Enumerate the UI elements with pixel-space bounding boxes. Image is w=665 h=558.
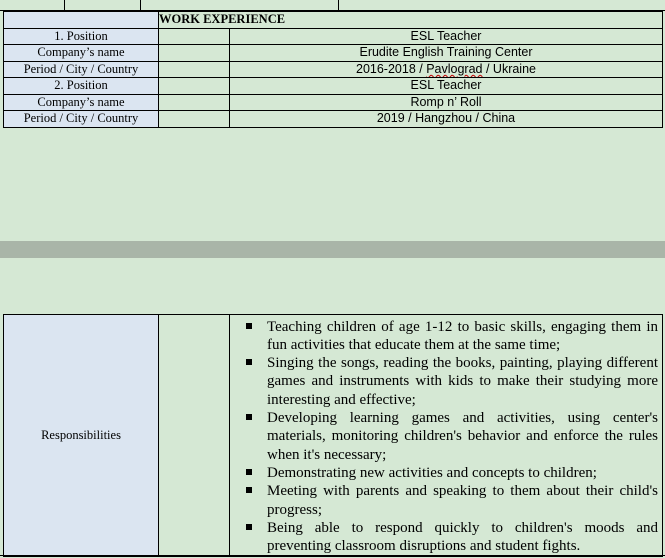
position-value: ESL Teacher	[230, 78, 663, 95]
spacer-cell	[159, 315, 230, 557]
list-item-text: Teaching children of age 1-12 to basic skills, engaging them in fun activities that educate them at the same time;	[267, 318, 658, 353]
position-label: 2. Position	[4, 78, 159, 95]
table-row	[4, 45, 663, 62]
position-value: ESL Teacher	[230, 28, 663, 45]
responsibilities-table	[3, 314, 663, 557]
responsibilities-cell	[230, 315, 663, 557]
table-row	[4, 111, 663, 128]
list-item	[230, 482, 662, 519]
spacer-cell	[159, 94, 230, 111]
bullet-icon	[246, 487, 252, 493]
spacer-cell	[159, 45, 230, 62]
period-value	[230, 61, 663, 78]
header-blank-label-cell	[4, 12, 159, 29]
table-row	[4, 61, 663, 78]
work-experience-table	[3, 11, 663, 128]
company-value: Erudite English Training Center	[230, 45, 663, 62]
table-row	[4, 315, 663, 557]
list-item-text: Being able to respond quickly to children's moods and preventing classroom disruptions and student fights.	[267, 519, 658, 555]
responsibilities-label: Responsibilities	[4, 315, 159, 557]
bullet-icon	[246, 323, 252, 329]
list-item-text: Developing learning games and activities, using center's materials, monitoring children's behavior and enforce the rules when it's necessary;	[267, 410, 658, 463]
table-row	[4, 12, 663, 29]
spellcheck-word: Pavlograd	[426, 61, 483, 76]
period-label: Period / City / Country	[4, 61, 159, 78]
period-country: / Ukraine	[482, 61, 536, 76]
table-row	[4, 78, 663, 95]
company-label: Company’s name	[4, 45, 159, 62]
list-item	[230, 354, 662, 409]
list-item-text: Meeting with parents and speaking to them about their child's progress;	[267, 483, 658, 518]
bullet-icon	[246, 359, 252, 365]
bullet-icon	[246, 414, 252, 420]
list-item-text: Singing the songs, reading the books, painting, playing different games and instruments with kids to make their studying more interesting and effective;	[267, 355, 658, 408]
company-label: Company’s name	[4, 94, 159, 111]
list-item	[230, 318, 662, 355]
list-item	[230, 464, 662, 482]
spacer-cell	[159, 28, 230, 45]
previous-section-edge	[0, 0, 665, 11]
table-row	[4, 94, 663, 111]
page-break-divider	[0, 241, 665, 258]
bullet-icon	[246, 469, 252, 475]
period-label: Period / City / Country	[4, 111, 159, 128]
list-item-text: Demonstrating new activities and concepts to children;	[267, 464, 597, 481]
spacer-cell	[159, 111, 230, 128]
responsibilities-list	[230, 318, 662, 556]
table-row	[4, 28, 663, 45]
period-value: 2019 / Hangzhou / China	[230, 111, 663, 128]
company-value: Romp n’ Roll	[230, 94, 663, 111]
position-label: 1. Position	[4, 28, 159, 45]
section-title: WORK EXPERIENCE	[159, 12, 663, 29]
bullet-icon	[246, 524, 252, 530]
bottom-border	[0, 555, 665, 556]
list-item	[230, 519, 662, 556]
list-item	[230, 409, 662, 464]
spacer-cell	[159, 61, 230, 78]
spacer-cell	[159, 78, 230, 95]
period-years: 2016-2018 /	[356, 61, 427, 76]
